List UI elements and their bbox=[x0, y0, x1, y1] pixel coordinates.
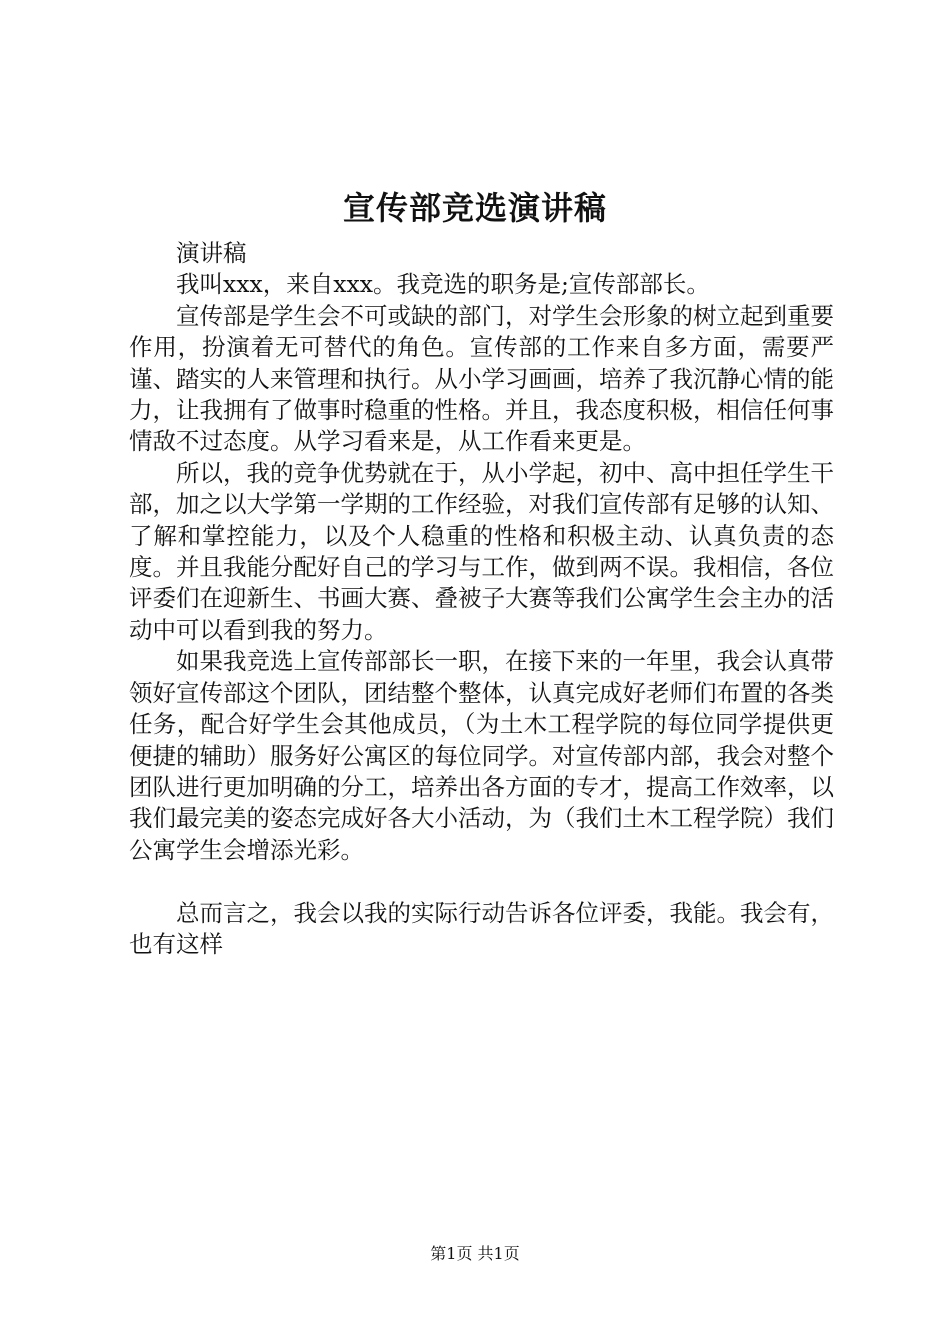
paragraph-introduction: 我叫xxx，来自xxx。我竞选的职务是;宣传部部长。 bbox=[176, 270, 710, 299]
document-title: 宣传部竞选演讲稿 bbox=[342, 189, 607, 227]
paragraph-plans: 如果我竞选上宣传部部长一职，在接下来的一年里，我会认真带领好宣传部这个团队，团结整个整体，认真完成好老师们布置的各类任务，配合好学生会其他成员，（为土木工程学院的每位同学提供更便捷的辅助）服务好公寓区的每位同学。对宣传部内部，我会对整个团队进行更加明确的分工，培养出各方面的专才，提高工作效率，以我们最完美的姿态完成好各大小活动，为（我们土木工程学院）我们公寓学生会增添光彩。 bbox=[129, 647, 834, 864]
paragraph-department-role: 宣传部是学生会不可或缺的部门，对学生会形象的树立起到重要作用，扮演着无可替代的角色。宣传部的工作来自多方面，需要严谨、踏实的人来管理和执行。从小学习画画，培养了我沉静心情的能力，让我拥有了做事时稳重的性格。并且，我态度积极，相信任何事情敌不过态度。从学习看来是，从工作看来更是。 bbox=[129, 301, 834, 456]
paragraph-heading: 演讲稿 bbox=[176, 239, 247, 267]
blank-line bbox=[129, 866, 834, 897]
paragraph-conclusion: 总而言之，我会以我的实际行动告诉各位评委，我能。我会有，也有这样 bbox=[129, 898, 834, 958]
document-body bbox=[129, 238, 834, 960]
paragraph-advantages: 所以，我的竞争优势就在于，从小学起，初中、高中担任学生干部，加之以大学第一学期的工作经验，对我们宣传部有足够的认知、了解和掌控能力，以及个人稳重的性格和积极主动、认真负责的态度。并且我能分配好自己的学习与工作，做到两不误。我相信，各位评委们在迎新生、书画大赛、叠被子大赛等我们公寓学生会主办的活动中可以看到我的努力。 bbox=[129, 458, 834, 644]
page-footer: 第1页 共1页 bbox=[430, 1244, 520, 1263]
